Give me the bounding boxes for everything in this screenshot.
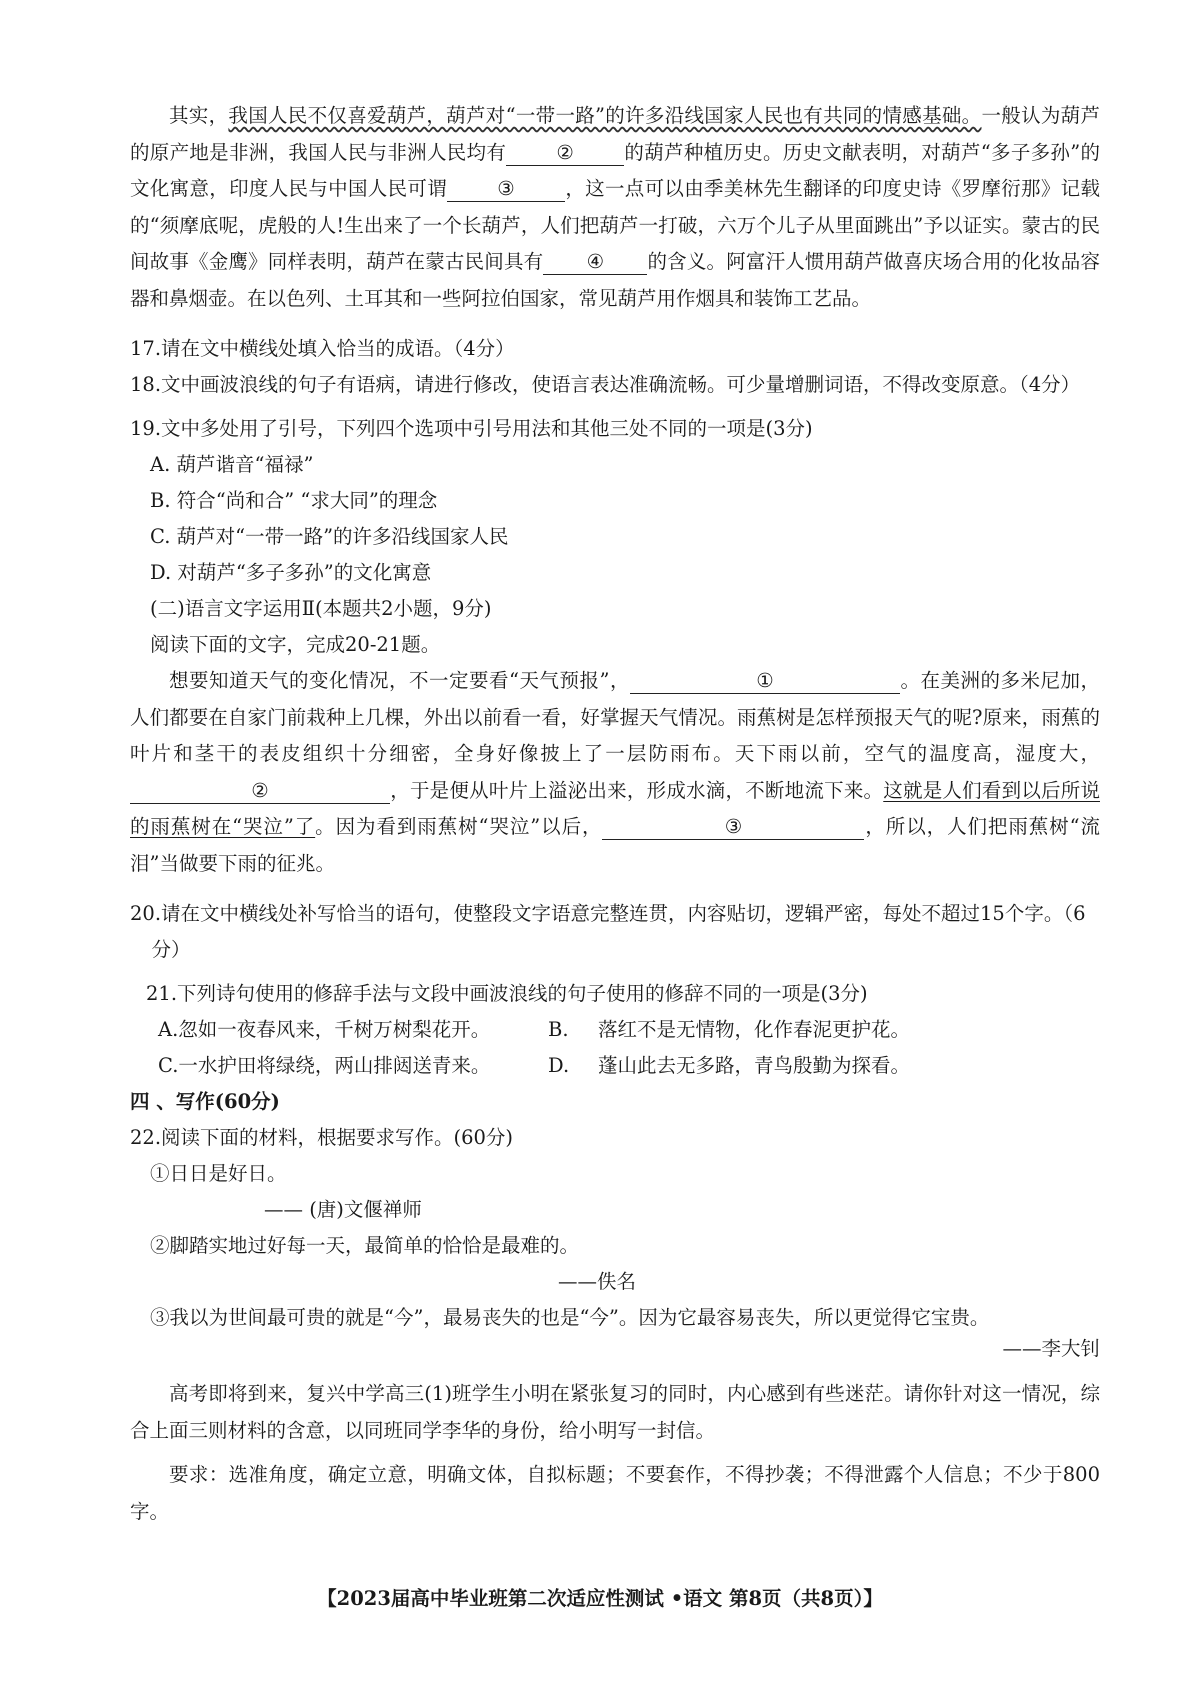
question-21-stem: 21.下列诗句使用的修辞手法与文段中画波浪线的句子使用的修辞不同的一项是(3分) [146, 982, 868, 1005]
question-21-option-d-label: D. [548, 1054, 570, 1077]
blank-4: ④ [543, 250, 647, 275]
question-21-option-c: C.一水护田将绿绕，两山排闼送青来。 [158, 1054, 491, 1077]
question-21-option-b: 落红不是无情物，化作春泥更护花。 [598, 1018, 911, 1041]
section-4-title: 四 、写作(60分) [130, 1090, 280, 1113]
writing-requirements: 要求：选准角度，确定立意，明确文体，自拟标题；不要套作，不得抄袭；不得泄露个人信息；不少于800字。 [130, 1463, 1100, 1523]
question-19-stem: 19.文中多处用了引号，下列四个选项中引号用法和其他三处不同的一项是(3分) [130, 417, 813, 440]
passage-text: 的含义。阿富汗人惯用葫芦做喜庆场合用的化妆品容器和鼻烟壶。在以色列、土耳其和一些阿拉伯国家，常见葫芦用作烟具和装饰工艺品。 [130, 250, 1100, 310]
blank-3: ③ [602, 815, 864, 840]
passage-rain-banana [130, 663, 1100, 882]
question-22-stem: 22.阅读下面的材料，根据要求写作。(60分) [130, 1126, 514, 1149]
section-2-title: (二)语言文字运用Ⅱ(本题共2小题，9分) [150, 597, 492, 620]
blank-3: ③ [447, 177, 565, 202]
passage-gourd [130, 98, 1100, 317]
question-21-option-a: A.忽如一夜春风来，千树万树梨花开。 [158, 1018, 491, 1041]
passage-text: 。在美洲的多米尼加，人们都要在自家门前栽种上几棵，外出以前看一看，好掌握天气情况。雨蕉树是怎样预报天气的呢?原来，雨蕉的叶片和茎干的表皮组织十分细密，全身好像披上了一层防雨布。天下雨以前，空气的温度高，湿度大， [130, 669, 1100, 765]
passage-text: 想要知道天气的变化情况，不一定要看“天气预报”， [169, 669, 630, 692]
passage-text: 一般认为葫芦的原产地是非洲，我国人民与非洲人民均有 [130, 104, 1100, 164]
material-1: ①日日是好日。 [150, 1162, 287, 1185]
question-21-options-row-1 [158, 1012, 1100, 1048]
material-3-source: ——李大钊 [1002, 1337, 1100, 1360]
underlined-sentence: 这就是人们看到以后所说的雨蕉树在“哭泣”了 [130, 778, 1100, 838]
material-2-source: ——佚名 [558, 1270, 637, 1293]
question-17: 17.请在文中横线处填入恰当的成语。（4分） [130, 337, 515, 360]
blank-2: ② [506, 141, 624, 166]
question-19-option-d: D. 对葫芦“多子多孙”的文化寓意 [150, 561, 432, 584]
material-2: ②脚踏实地过好每一天，最简单的恰恰是最难的。 [150, 1234, 580, 1257]
passage-text: ，这一点可以由季美林先生翻译的印度史诗《罗摩衍那》记载的“须摩底呢，虎般的人!生出来了一个长葫芦，人们把葫芦一打破，六万个儿子从里面跳出”予以证实。蒙古的民间故事《金鹰》同样表明，葫芦在蒙古民间具有 [130, 177, 1100, 273]
question-19-option-a: A. 葫芦谐音“福禄” [150, 453, 314, 476]
question-18: 18.文中画波浪线的句子有语病，请进行修改，使语言表达准确流畅。可少量增删词语，不得改变原意。（4分） [130, 373, 1081, 396]
exam-page [130, 98, 1100, 1530]
question-19-option-c: C. 葫芦对“一带一路”的许多沿线国家人民 [150, 525, 509, 548]
section-2-instruction: 阅读下面的文字，完成20-21题。 [150, 633, 441, 656]
blank-1: ① [630, 669, 900, 694]
passage-text: 。因为看到雨蕉树“哭泣”以后， [315, 815, 603, 838]
question-21-options-row-2 [158, 1048, 1100, 1084]
blank-2: ② [130, 779, 390, 804]
writing-task: 高考即将到来，复兴中学高三(1)班学生小明在紧张复习的同时，内心感到有些迷茫。请你针对这一情况，综合上面三则材料的含意，以同班同学李华的身份，给小明写一封信。 [130, 1382, 1100, 1442]
passage-text: 的葫芦种植历史。历史文献表明，对葫芦“多子多孙”的文化寓意，印度人民与中国人民可谓 [130, 140, 1100, 200]
material-1-source: —— (唐)文偃禅师 [264, 1198, 422, 1221]
question-19-option-b: B. 符合“尚和合” “求大同”的理念 [150, 489, 438, 512]
passage-text: ，于是便从叶片上溢泌出来，形成水滴，不断地流下来。 [390, 778, 884, 802]
passage-text: 其实， [169, 104, 229, 127]
material-3: ③我以为世间最可贵的就是“今”，最易丧失的也是“今”。因为它最容易丧失，所以更觉得它宝贵。 [150, 1306, 990, 1329]
question-21-option-d: 蓬山此去无多路，青鸟殷勤为探看。 [598, 1054, 911, 1077]
page-footer: 【2023届高中毕业班第二次适应性测试 •语文 第8页（共8页）】 [317, 1587, 883, 1610]
wavy-underlined-sentence: 我国人民不仅喜爱葫芦，葫芦对“一带一路”的许多沿线国家人民也有共同的情感基础。 [228, 104, 982, 127]
passage-text: ，所以，人们把雨蕉树“流泪”当做要下雨的征兆。 [130, 815, 1100, 875]
question-21-option-b-label: B. [548, 1018, 569, 1041]
question-20: 20.请在文中横线处补写恰当的语句，使整段文字语意完整连贯，内容贴切，逻辑严密，每处不超过15个字。（6分） [130, 902, 1086, 961]
